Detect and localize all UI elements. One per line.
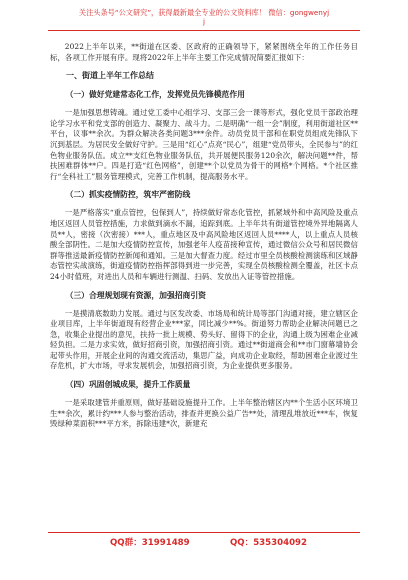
subsection-title-3: （三）合理规划现有资源，加强招商引资 [65,290,206,300]
banner-line-2: j [203,17,205,26]
subsection-title-4: （四）巩固创城成果，提升工作质量 [65,380,191,390]
subsection-title-2: （二）抓实疫情防控，筑牢严密防线 [65,190,191,200]
subsection-body-2: 一是严格落实“重点管控，包保到人”，持续做好常态化管控，抓紧域外和中高风险及重点地区返回人员管控措施，力求做到滴水不漏，追踪到底。上半年共有街道管控境外异地隔离人员**人，密接（次密接）***人，重点地区及中高风险地区返回人员****人，以上重点人员核酸全部阴性。二是加大疫情防控宣传，加强老年人疫苗接种宣传，通过微信公众号和居民微信群等推送最新疫情防控新闻和通知。三是加大督查力度。经过市里全员核酸检测演练和区域静态管控实战演练，街道疫情防控指挥部得到进一步完善，实现全员核酸检测全覆盖，社区卡点24小时值班，对进出人员和车辆进行测温、扫码、发放出入证等管控措施。 [50,208,358,281]
subsection-title-1: （一）做好党建常态化工作，发挥党员先锋模范作用 [65,90,245,100]
header-banner [48,8,360,26]
subsection-body-1: 一是加强思想铸魂。通过党工委中心组学习、支部三会一课等形式，强化党员干部政治理论学习水平和党支部的创造力、凝聚力、战斗力。二是明确“一组一会”制度，利用街道社区**平台，议事**余次。为群众解决各类问题3***余件。动员党员干部和在职党员组成先锋队下沉到基层。为居民安全做好守护。三是用“红心”点亮“民心”，组建“党员带头，全民参与”的红色物业服务队伍。成立**支红色物业服务队伍，共开展便民服务120余次，解决问题**件，帮扶困难群体**户。四是打造“红色网格”，创建**个以党员为骨干的网格*个网格。*个社区推行“全科社工”服务管理模式，完善工作机制，提高服务水平。 [50,108,358,181]
document-body [50,42,358,532]
footer-qq-group: QQ群：31991489 [110,538,190,548]
subsection-body-3: 一是摸清底数助力发展。通过与区发改委、市场局和统计局等部门沟通对接，建立辖区企业项目库，上半年街道现有经营企业***家，同比减少**%。街道努力帮助企业解决问题已之急，收集企业提出的意见，扶持一批上规模、势头好、留得下的企业，沟通上级为困难企业减轻负担。二是力求实效，做好招商引资，加强招商引资。通过**街道商会和**市门窗幕墙协会起带头作用，开展企业间的沟通交流活动，集思广益，向成功企业取经，帮助困难企业渡过生存危机，扩大市场，寻求发展机会，加强招商引资，为企业提供更多服务。 [50,308,358,371]
footer-divider [48,532,360,533]
header-divider [48,30,360,31]
footer-qq-number: QQ：535304092 [230,538,308,548]
section-heading-1: 一、街道上半年工作总结 [66,71,154,81]
subsection-body-4: 一是采取建管并重原则，做好基础设施提升工作。上半年整治辖区内**个生活小区环境卫生**余次，累计约***人参与整治活动，排查并更换公益广告**处，清理乱堆放近***车，恢复毁绿种菜面积***平方米，拆除违建*次，新建充 [50,398,358,429]
intro-paragraph: 2022上半年以来，**街道在区委、区政府的正确领导下，紧紧围绕全年的工作任务目标，各项工作开展有序。现将2022年上半年主要工作完成情况简要汇报如下： [50,42,358,62]
banner-line-1: 关注头条号“公文研究”，获得最新最全专业的公文资料库！ 微信：gongwenyj [78,8,330,17]
